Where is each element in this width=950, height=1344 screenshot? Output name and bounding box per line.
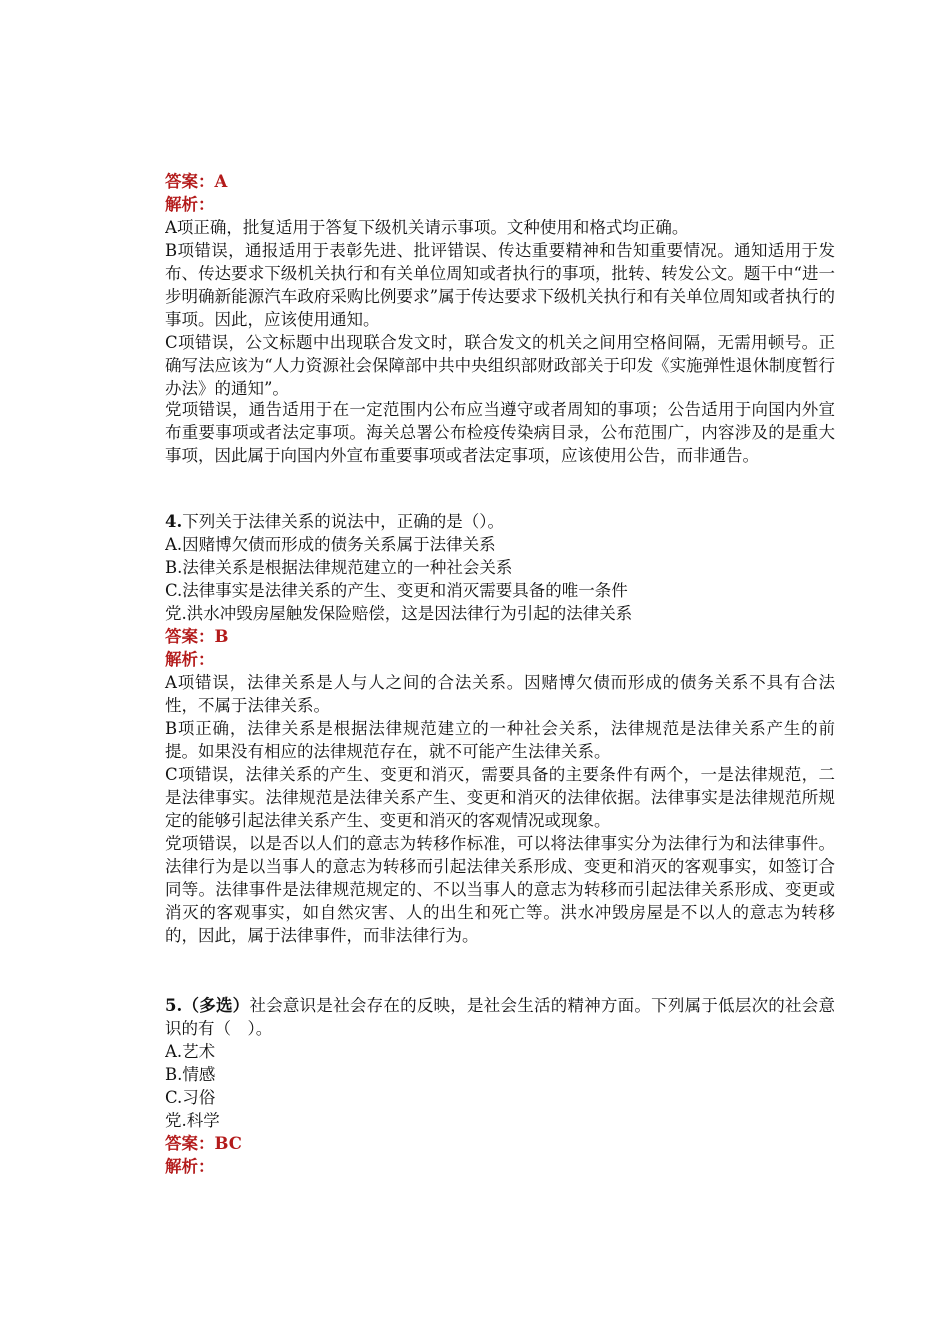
q4-option-c: C.法律事实是法律关系的产生、变更和消灭需要具备的唯一条件 [165,581,628,600]
q4-analysis-para-b: B项正确，法律关系是根据法律规范建立的一种社会关系，法律规范是法律关系产生的前提。如果没有相应的法律规范存在，就不可能产生法律关系。 [165,719,835,761]
q3-analysis-para-b: B项错误，通报适用于表彰先进、批评错误、传达重要精神和告知重要情况。通知适用于发布、传达要求下级机关执行和有关单位周知或者执行的事项，批转、转发公文。题干中“进一步明确新能源汽车政府采购比例要求”属于传达要求下级机关执行和有关单位周知或者执行的事项。因此，应该使用通知。 [165,241,835,329]
q3-answer-section [165,170,835,216]
q4-analysis-para-a-wrap [165,671,835,717]
q4-section [165,510,835,671]
q4-analysis-para-c: C项错误，法律关系的产生、变更和消灭，需要具备的主要条件有两个，一是法律规范，二是法律事实。法律规范是法律关系产生、变更和消灭的法律依据。法律事实是法律规范所规定的能够引起法律关系产生、变更和消灭的客观情况或现象。 [165,765,835,830]
q5-answer: 答案：BC [165,1134,242,1153]
q4-analysis-para-b-wrap [165,717,835,763]
q5-option-b: B.情感 [165,1065,216,1084]
q4-analysis-para-a: A项错误，法律关系是人与人之间的合法关系。因赌博欠债而形成的债务关系不具有合法性，不属于法律关系。 [165,673,835,715]
q5-tag: （多选） [182,996,250,1015]
q3-analysis-para-c-wrap [165,331,835,400]
q4-number: 4. [165,512,183,531]
q4-option-d: 党.洪水冲毁房屋触发保险赔偿，这是因法律行为引起的法律关系 [165,604,633,623]
q3-analysis-para-a: A项正确，批复适用于答复下级机关请示事项。文种使用和格式均正确。 [165,218,689,237]
q5-stem-paragraph [165,994,835,1040]
q4-answer: 答案：B [165,627,229,646]
q3-answer: 答案：A [165,172,228,191]
q4-option-a: A.因赌博欠债而形成的债务关系属于法律关系 [165,535,496,554]
q5-option-a: A.艺术 [165,1042,216,1061]
q4-stem-line [165,510,835,533]
q3-analysis-para-d: 党项错误，通告适用于在一定范围内公布应当遵守或者周知的事项；公告适用于向国内外宣布重要事项或者法定事项。海关总署公布检疫传染病目录，公布范围广，内容涉及的是重大事项，因此属于向国内外宣布重要事项或者法定事项，应该使用公告，而非通告。 [165,400,835,465]
q5-options [165,1040,835,1178]
q5-option-c: C.习俗 [165,1088,216,1107]
q5-stem: 社会意识是社会存在的反映，是社会生活的精神方面。下列属于低层次的社会意识的有（ ）。 [165,996,836,1038]
q5-number: 5. [165,996,183,1015]
q4-analysis-label: 解析： [165,650,215,669]
q3-analysis-label: 解析： [165,195,215,214]
q3-analysis-para-c: C项错误，公文标题中出现联合发文时，联合发文的机关之间用空格间隔，无需用顿号。正确写法应该为“人力资源社会保障部中共中央组织部财政部关于印发《实施弹性退休制度暂行办法》的通知”。 [165,333,835,398]
q5-analysis-label: 解析： [165,1157,215,1176]
q3-analysis-para-b-wrap [165,239,835,331]
q4-analysis-para-c-wrap [165,763,835,832]
q3-analysis-body [165,216,835,239]
q4-analysis-para-d: 党项错误，以是否以人们的意志为转移作标准，可以将法律事实分为法律行为和法律事件。法律行为是以当事人的意志为转移而引起法律关系形成、变更和消灭的客观事实，如签订合同等。法律事件是法律规范规定的、不以当事人的意志为转移而引起法律关系形成、变更或消灭的客观事实，如自然灾害、人的出生和死亡等。洪水冲毁房屋是不以人的意志为转移的，因此，属于法律事件，而非法律行为。 [165,834,835,945]
q4-option-b: B.法律关系是根据法律规范建立的一种社会关系 [165,558,513,577]
q4-analysis-para-d-wrap [165,832,835,947]
q4-stem: 下列关于法律关系的说法中，正确的是（）。 [182,512,504,531]
q3-analysis-para-d-wrap [165,398,835,467]
q5-section [165,994,835,1040]
q5-option-d: 党.科学 [165,1111,220,1130]
